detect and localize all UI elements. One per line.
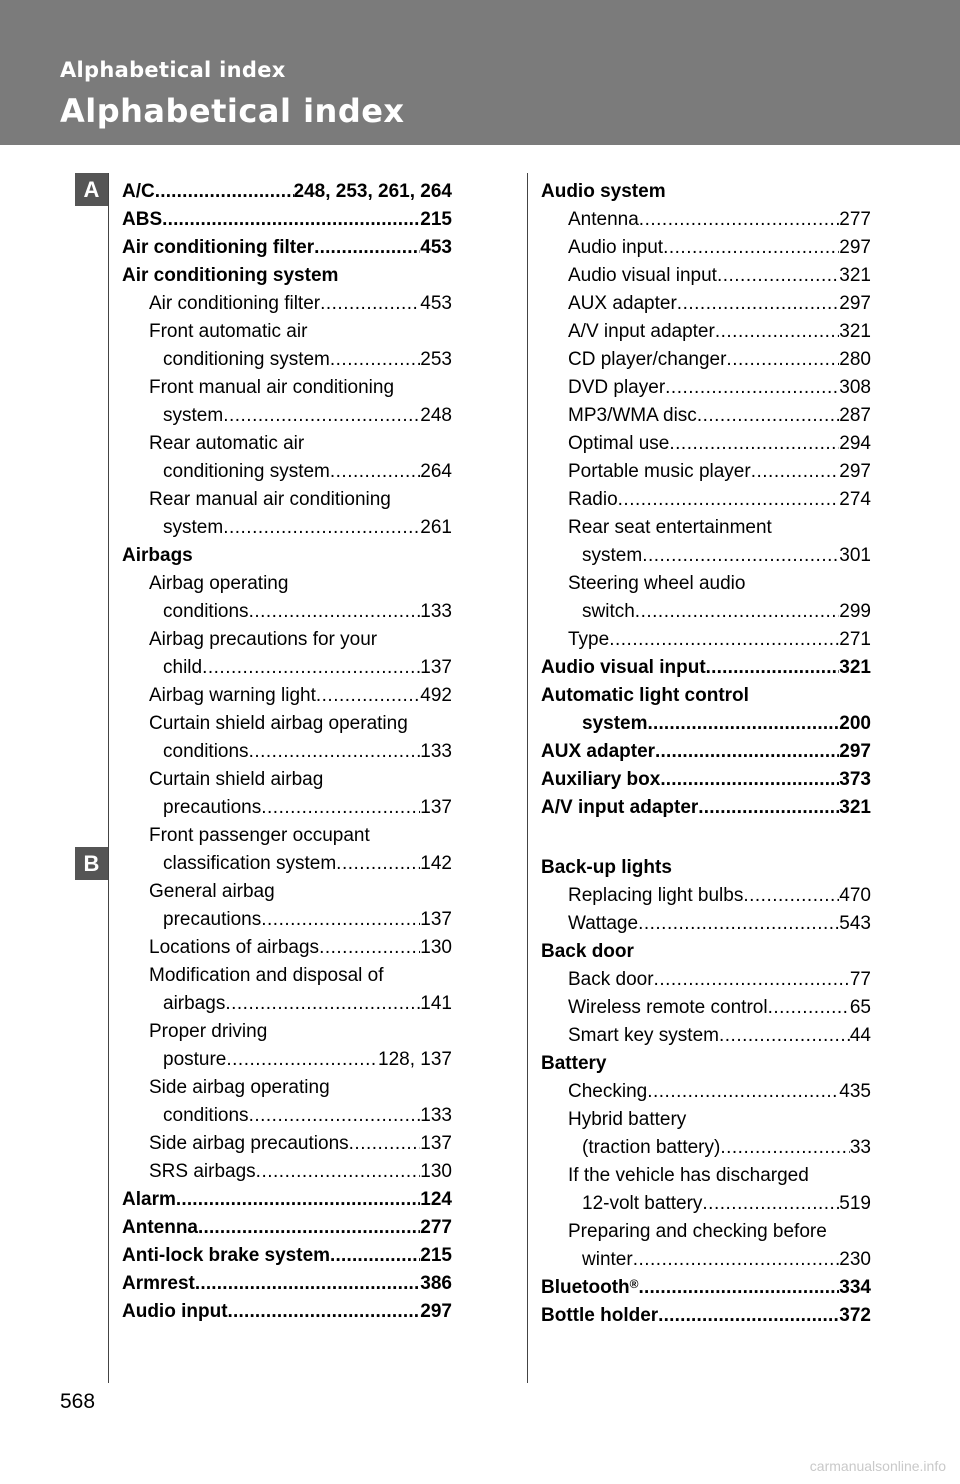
dot-leader: [249, 1102, 421, 1130]
index-entry-term: Steering wheel audio: [568, 573, 746, 594]
index-entry-term: conditions: [163, 601, 249, 622]
index-entry-page: 44: [849, 1025, 871, 1046]
index-entry: [122, 1102, 452, 1130]
index-entry-page: 65: [849, 997, 871, 1018]
index-entry-page: 248: [420, 405, 452, 426]
index-entry-page: 261: [420, 517, 452, 538]
index-entry-term: Bottle holder: [541, 1305, 659, 1326]
index-entry: [541, 794, 871, 822]
index-entry-term: Rear manual air conditioning: [149, 489, 391, 510]
index-entry: [541, 882, 871, 910]
index-entry-page: 470: [839, 885, 871, 906]
index-entry: [541, 234, 871, 262]
index-entry-term: Optimal use: [568, 433, 670, 454]
dot-leader: [635, 598, 840, 626]
index-entry-page: 321: [839, 657, 871, 678]
dot-leader: [330, 458, 420, 486]
index-entry-term: CD player/changer: [568, 349, 727, 370]
index-entry-page: 141: [420, 993, 452, 1014]
page-number: 568: [60, 1390, 96, 1413]
index-entry-term: AUX adapter: [568, 293, 677, 314]
index-entry-page: 271: [839, 629, 871, 650]
index-entry: [122, 206, 452, 234]
index-entry: [541, 430, 871, 458]
index-entry: [541, 206, 871, 234]
index-entry-term: Armrest: [122, 1273, 195, 1294]
index-entry: [541, 938, 871, 966]
index-entry-term: Replacing light bulbs: [568, 885, 744, 906]
index-entry-term: Bluetooth: [541, 1277, 630, 1298]
index-entry-page: 294: [839, 433, 871, 454]
dot-leader: [336, 850, 420, 878]
dot-leader: [660, 766, 839, 794]
middle-divider: [527, 173, 528, 1383]
index-entry-page: 248, 253, 261, 264: [293, 181, 452, 202]
index-entry: [122, 1130, 452, 1158]
dot-leader: [665, 374, 839, 402]
index-entry-term: conditioning system: [163, 461, 330, 482]
index-entry-term: Battery: [541, 1053, 607, 1074]
index-entry-term: A/C: [122, 181, 155, 202]
index-entry-page: 280: [839, 349, 871, 370]
header-title: Alphabetical index: [60, 92, 405, 130]
index-entry-page: 453: [420, 293, 452, 314]
dot-leader: [261, 794, 420, 822]
index-entry: [541, 1274, 871, 1302]
dot-leader: [698, 794, 839, 822]
index-entry: [541, 570, 871, 598]
dot-leader: [195, 1270, 420, 1298]
index-entry-page: 124: [420, 1189, 452, 1210]
index-entry-term: Back door: [541, 941, 634, 962]
index-entry-term: conditioning system: [163, 349, 330, 370]
index-entry-term: Side airbag precautions: [149, 1133, 349, 1154]
index-entry-term: Airbag warning light: [149, 685, 316, 706]
index-entry: [541, 626, 871, 654]
index-entry-term: Air conditioning system: [122, 265, 339, 286]
index-entry: [122, 962, 452, 990]
dot-leader: [319, 934, 420, 962]
index-entry-page: 543: [839, 913, 871, 934]
index-entry-term: child: [163, 657, 203, 678]
index-entry-term: precautions: [163, 909, 262, 930]
index-entry: [541, 766, 871, 794]
dot-leader: [228, 1298, 421, 1326]
index-entry-page: 299: [839, 601, 871, 622]
index-entry-page: 133: [420, 741, 452, 762]
index-entry: [122, 486, 452, 514]
index-entry: [122, 1242, 452, 1270]
index-entry-page: 321: [839, 321, 871, 342]
index-entry-page: 130: [420, 1161, 452, 1182]
index-entry: [122, 402, 452, 430]
dot-leader: [677, 290, 840, 318]
index-entry-page: 277: [839, 209, 871, 230]
index-entry-term: system: [163, 517, 224, 538]
dot-leader: [720, 1134, 850, 1162]
index-entry-page: 137: [420, 797, 452, 818]
index-entry-term: Automatic light control: [541, 685, 749, 706]
index-entry-page: 274: [839, 489, 871, 510]
index-entry-page: 277: [420, 1217, 452, 1238]
index-entry-term: A/V input adapter: [568, 321, 715, 342]
index-entry-term: switch: [582, 601, 635, 622]
index-entry: [122, 1298, 452, 1326]
dot-leader: [330, 346, 420, 374]
index-entry: [541, 1162, 871, 1190]
dot-leader: [249, 598, 421, 626]
index-entry-term: Antenna: [568, 209, 639, 230]
index-entry-term: conditions: [163, 1105, 249, 1126]
watermark: carmanualsonline.info: [809, 1458, 946, 1474]
index-entry: [122, 794, 452, 822]
index-entry-page: 334: [839, 1277, 871, 1298]
index-entry: [122, 766, 452, 794]
dot-leader: [225, 990, 420, 1018]
section-tab-a: A: [75, 173, 108, 206]
index-entry-term: system: [582, 545, 643, 566]
index-entry-page: 297: [420, 1301, 452, 1322]
index-entry: [122, 346, 452, 374]
index-entry: [541, 318, 871, 346]
dot-leader: [655, 738, 839, 766]
index-entry: [541, 654, 871, 682]
index-entry: [122, 822, 452, 850]
dot-leader: [639, 206, 840, 234]
dot-leader: [223, 402, 420, 430]
index-entry: [122, 542, 452, 570]
index-entry-term: Audio input: [122, 1301, 228, 1322]
dot-leader: [743, 882, 839, 910]
index-entry-page: 33: [849, 1137, 871, 1158]
index-entry-term: Auxiliary box: [541, 769, 661, 790]
dot-leader: [349, 1130, 421, 1158]
index-entry: [541, 514, 871, 542]
dot-leader: [669, 430, 839, 458]
index-entry: [122, 430, 452, 458]
index-column-right-b: [541, 854, 871, 1330]
dot-leader: [314, 234, 420, 262]
dot-leader: [647, 1078, 839, 1106]
index-entry: [122, 878, 452, 906]
index-entry-page: 137: [420, 909, 452, 930]
index-entry-term: Audio system: [541, 181, 666, 202]
index-entry-term: Wattage: [568, 913, 639, 934]
index-entry-term: (traction battery): [582, 1137, 721, 1158]
index-entry-term: system: [163, 405, 224, 426]
header-subtitle: Alphabetical index: [60, 58, 286, 82]
index-entry-term: Proper driving: [149, 1021, 268, 1042]
index-entry: [122, 318, 452, 346]
index-entry-term: Anti-lock brake system: [122, 1245, 331, 1266]
dot-leader: [330, 1242, 420, 1270]
index-entry-page: 200: [839, 713, 871, 734]
index-entry-page: 137: [420, 1133, 452, 1154]
index-entry-term: Airbags: [122, 545, 193, 566]
index-entry-page: 301: [839, 545, 871, 566]
index-entry-term: Curtain shield airbag operating: [149, 713, 408, 734]
dot-leader: [176, 1186, 420, 1214]
dot-leader: [202, 654, 420, 682]
dot-leader: [719, 1022, 850, 1050]
index-entry: [541, 682, 871, 710]
index-entry: [541, 290, 871, 318]
index-entry: [122, 1074, 452, 1102]
index-entry-page: 308: [839, 377, 871, 398]
index-entry: [122, 458, 452, 486]
index-entry: [541, 598, 871, 626]
index-entry: [122, 234, 452, 262]
dot-leader: [642, 542, 839, 570]
index-entry-page: 297: [839, 237, 871, 258]
index-entry-page: 373: [839, 769, 871, 790]
index-entry-term: Alarm: [122, 1189, 176, 1210]
dot-leader: [316, 682, 420, 710]
index-entry: [541, 854, 871, 882]
index-entry-term: Hybrid battery: [568, 1109, 687, 1130]
index-entry-term: SRS airbags: [149, 1161, 256, 1182]
index-entry: [541, 486, 871, 514]
dot-leader: [198, 1214, 420, 1242]
index-entry-term: precautions: [163, 797, 262, 818]
index-entry: [541, 1106, 871, 1134]
left-divider: [108, 173, 109, 1383]
dot-leader: [726, 346, 839, 374]
dot-leader: [697, 402, 839, 430]
index-entry-page: 519: [839, 1193, 871, 1214]
index-entry-term: conditions: [163, 741, 249, 762]
index-entry-term: Front manual air conditioning: [149, 377, 395, 398]
index-entry-term: Air conditioning filter: [149, 293, 321, 314]
dot-leader: [155, 178, 294, 206]
index-entry-term: General airbag: [149, 881, 275, 902]
index-entry-term: winter: [582, 1249, 633, 1270]
index-entry: [541, 1302, 871, 1330]
dot-leader: [618, 486, 840, 514]
index-entry: [541, 178, 871, 206]
index-entry: [122, 654, 452, 682]
dot-leader: [648, 710, 840, 738]
dot-leader: [663, 234, 839, 262]
index-entry-term: airbags: [163, 993, 226, 1014]
index-entry-term: Antenna: [122, 1217, 198, 1238]
index-entry-page: 77: [849, 969, 871, 990]
dot-leader: [249, 738, 421, 766]
index-entry: [122, 1214, 452, 1242]
index-entry-page: 321: [839, 265, 871, 286]
dot-leader: [256, 1158, 421, 1186]
index-entry: [541, 402, 871, 430]
index-entry-term: Portable music player: [568, 461, 751, 482]
dot-leader: [639, 1274, 840, 1302]
index-entry: [122, 1046, 452, 1074]
index-entry-page: 321: [839, 797, 871, 818]
index-entry-term: Airbag operating: [149, 573, 289, 594]
dot-leader: [715, 318, 839, 346]
index-entry-term: Wireless remote control: [568, 997, 768, 1018]
index-entry-term: Curtain shield airbag: [149, 769, 324, 790]
index-entry-term: Locations of airbags: [149, 937, 320, 958]
index-entry-page: 435: [839, 1081, 871, 1102]
index-entry-page: 297: [839, 741, 871, 762]
index-entry-term: Back-up lights: [541, 857, 672, 878]
index-entry: [541, 910, 871, 938]
index-entry: [122, 934, 452, 962]
dot-leader: [717, 262, 839, 290]
index-entry: [122, 178, 452, 206]
index-entry-term: Modification and disposal of: [149, 965, 384, 986]
index-entry: [122, 1018, 452, 1046]
index-entry: [541, 542, 871, 570]
index-entry-term: Side airbag operating: [149, 1077, 330, 1098]
dot-leader: [162, 206, 420, 234]
index-entry: [122, 850, 452, 878]
dot-leader: [658, 1302, 839, 1330]
index-entry: [122, 262, 452, 290]
index-entry-term: DVD player: [568, 377, 666, 398]
index-entry: [541, 1050, 871, 1078]
index-entry-term: Smart key system: [568, 1025, 719, 1046]
index-entry-term: ABS: [122, 209, 163, 230]
index-entry-page: 137: [420, 657, 452, 678]
index-entry-page: 128, 137: [378, 1049, 452, 1070]
index-entry: [122, 710, 452, 738]
index-entry-page: 297: [839, 461, 871, 482]
page-header: [0, 0, 960, 145]
index-entry: [541, 262, 871, 290]
index-entry-page: 230: [839, 1249, 871, 1270]
index-entry-term: 12-volt battery: [582, 1193, 703, 1214]
dot-leader: [609, 626, 839, 654]
index-entry: [541, 374, 871, 402]
index-entry: [541, 458, 871, 486]
index-entry-term: MP3/WMA disc: [568, 405, 697, 426]
index-entry-page: 215: [420, 209, 452, 230]
index-entry-page: 264: [420, 461, 452, 482]
index-entry: [122, 290, 452, 318]
index-entry-term: Rear seat entertainment: [568, 517, 772, 538]
index-column-left: [122, 178, 452, 1326]
dot-leader: [226, 1046, 378, 1074]
index-entry: [541, 1190, 871, 1218]
index-entry-term: Audio input: [568, 237, 664, 258]
index-entry: [541, 710, 871, 738]
dot-leader: [638, 910, 839, 938]
index-entry: [122, 990, 452, 1018]
index-entry-term: Front passenger occupant: [149, 825, 370, 846]
index-entry-term: Rear automatic air: [149, 433, 305, 454]
index-entry-term: Front automatic air: [149, 321, 308, 342]
index-entry-term: Type: [568, 629, 610, 650]
index-entry-term: Back door: [568, 969, 654, 990]
index-entry-term: Air conditioning filter: [122, 237, 315, 258]
index-entry-term: A/V input adapter: [541, 797, 699, 818]
index-entry: [541, 1134, 871, 1162]
index-entry-term: Audio visual input: [541, 657, 706, 678]
dot-leader: [633, 1246, 840, 1274]
index-entry-term: Preparing and checking before: [568, 1221, 827, 1242]
index-entry-term: AUX adapter: [541, 741, 656, 762]
index-entry: [122, 738, 452, 766]
index-entry-term: posture: [163, 1049, 227, 1070]
index-entry: [122, 626, 452, 654]
index-entry-page: 386: [420, 1273, 452, 1294]
index-entry-term: classification system: [163, 853, 337, 874]
index-entry-page: 130: [420, 937, 452, 958]
index-entry-page: 372: [839, 1305, 871, 1326]
index-entry-page: 492: [420, 685, 452, 706]
index-entry-page: 297: [839, 293, 871, 314]
dot-leader: [654, 966, 850, 994]
index-entry-page: 133: [420, 1105, 452, 1126]
dot-leader: [320, 290, 420, 318]
index-entry: [122, 1186, 452, 1214]
dot-leader: [706, 654, 840, 682]
registered-mark: ®: [629, 1277, 639, 1291]
index-entry: [541, 738, 871, 766]
index-entry: [541, 1078, 871, 1106]
dot-leader: [261, 906, 420, 934]
index-entry-page: 133: [420, 601, 452, 622]
index-entry-term: Radio: [568, 489, 618, 510]
index-entry-term: Airbag precautions for your: [149, 629, 378, 650]
index-entry: [122, 682, 452, 710]
section-tab-b: B: [75, 847, 108, 880]
index-entry-page: 287: [839, 405, 871, 426]
dot-leader: [702, 1190, 839, 1218]
index-entry-term: system: [582, 713, 648, 734]
index-entry: [541, 1022, 871, 1050]
index-entry: [541, 1246, 871, 1274]
index-entry-page: 215: [420, 1245, 452, 1266]
dot-leader: [751, 458, 840, 486]
index-entry: [541, 346, 871, 374]
index-entry: [122, 374, 452, 402]
index-entry: [122, 570, 452, 598]
index-entry: [122, 906, 452, 934]
index-entry-page: 253: [420, 349, 452, 370]
index-entry: [122, 1158, 452, 1186]
index-entry: [541, 966, 871, 994]
index-entry: [541, 1218, 871, 1246]
index-entry-term: If the vehicle has discharged: [568, 1165, 809, 1186]
index-entry: [122, 598, 452, 626]
index-entry: [541, 994, 871, 1022]
dot-leader: [768, 994, 850, 1022]
index-entry-page: 142: [420, 853, 452, 874]
index-column-right-a: [541, 178, 871, 822]
index-entry-term: Checking: [568, 1081, 648, 1102]
index-entry-page: 453: [420, 237, 452, 258]
index-entry: [122, 514, 452, 542]
dot-leader: [223, 514, 420, 542]
index-entry-term: Audio visual input: [568, 265, 717, 286]
index-entry: [122, 1270, 452, 1298]
